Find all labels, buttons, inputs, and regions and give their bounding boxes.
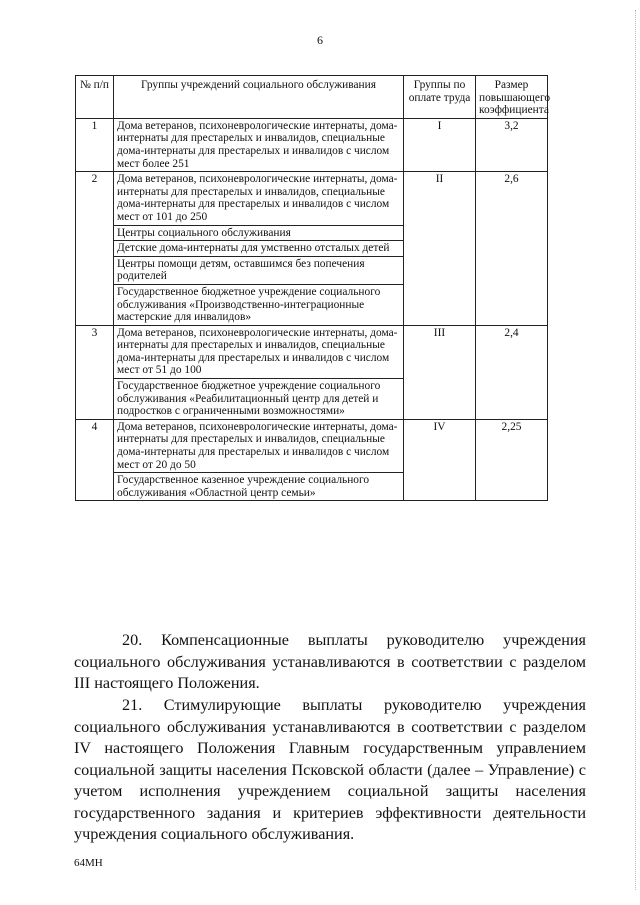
coefficient-cell: 3,2 (476, 118, 548, 171)
row-number: 3 (76, 325, 114, 419)
paragraph-21 (74, 695, 586, 846)
row-number: 2 (76, 172, 114, 326)
table-row (76, 325, 548, 378)
page-number: 6 (317, 33, 323, 47)
header-coefficient: Размер повышающего коэффициента (476, 76, 548, 119)
pay-group-cell: II (404, 172, 476, 326)
header-institution-groups: Группы учреждений социального обслуживания (114, 76, 404, 119)
institution-cell: Центры помощи детям, оставшимся без попечения родителей (114, 256, 404, 284)
footer-document-code: 64МН (74, 857, 103, 869)
institution-cell: Детские дома-интернаты для умственно отсталых детей (114, 241, 404, 257)
paragraph-20-text: 20. Компенсационные выплаты руководителю учреждения социального обслуживания устанавливаются в соответствии с разделом III настоящего Положения. (74, 631, 586, 692)
institution-cell: Государственное казенное учреждение социального обслуживания «Областной центр семьи» (114, 473, 404, 501)
institution-cell: Дома ветеранов, психоневрологические интернаты, дома-интернаты для престарелых и инвалидов, специальные дома-интернаты для престарелых и инвалидов с числом мест более 251 (114, 118, 404, 171)
table-row (76, 172, 548, 225)
header-number: № п/п (76, 76, 114, 119)
row-number: 4 (76, 419, 114, 501)
coefficient-table (75, 75, 551, 501)
pay-group-cell: IV (404, 419, 476, 501)
institution-cell: Государственное бюджетное учреждение социального обслуживания «Производственно-интеграционные мастерские для инвалидов» (114, 284, 404, 325)
pay-group-cell: I (404, 118, 476, 171)
paragraph-20 (74, 630, 586, 695)
header-pay-group: Группы по оплате труда (404, 76, 476, 119)
institution-cell: Дома ветеранов, психоневрологические интернаты, дома-интернаты для престарелых и инвалидов, специальные дома-интернаты для престарелых и инвалидов с числом мест от 20 до 50 (114, 419, 404, 472)
coefficient-cell: 2,6 (476, 172, 548, 326)
coefficient-cell: 2,25 (476, 419, 548, 501)
pay-group-cell: III (404, 325, 476, 419)
table-header-row (76, 76, 548, 119)
paragraph-21-text: 21. Стимулирующие выплаты руководителю учреждения социального обслуживания устанавливаются в соответствии с разделом IV настоящего Положения Главным государственным управлением социальной защиты населения Псковской области (далее – Управление) с учетом исполнения учреждением социальной защиты населения государственного задания и критериев эффективности деятельности учреждения социального обслуживания. (74, 696, 586, 843)
institution-cell: Дома ветеранов, психоневрологические интернаты, дома-интернаты для престарелых и инвалидов, специальные дома-интернаты для престарелых и инвалидов с числом мест от 101 до 250 (114, 172, 404, 225)
institution-cell: Государственное бюджетное учреждение социального обслуживания «Реабилитационный центр для детей и подростков с ограниченными возможностями» (114, 379, 404, 420)
coefficient-cell: 2,4 (476, 325, 548, 419)
scan-edge-line (634, 10, 636, 890)
table-row (76, 419, 548, 472)
row-number: 1 (76, 118, 114, 171)
institution-cell: Дома ветеранов, психоневрологические интернаты, дома-интернаты для престарелых и инвалидов, специальные дома-интернаты для престарелых и инвалидов с числом мест от 51 до 100 (114, 325, 404, 378)
table-row (76, 118, 548, 171)
institution-cell: Центры социального обслуживания (114, 225, 404, 241)
